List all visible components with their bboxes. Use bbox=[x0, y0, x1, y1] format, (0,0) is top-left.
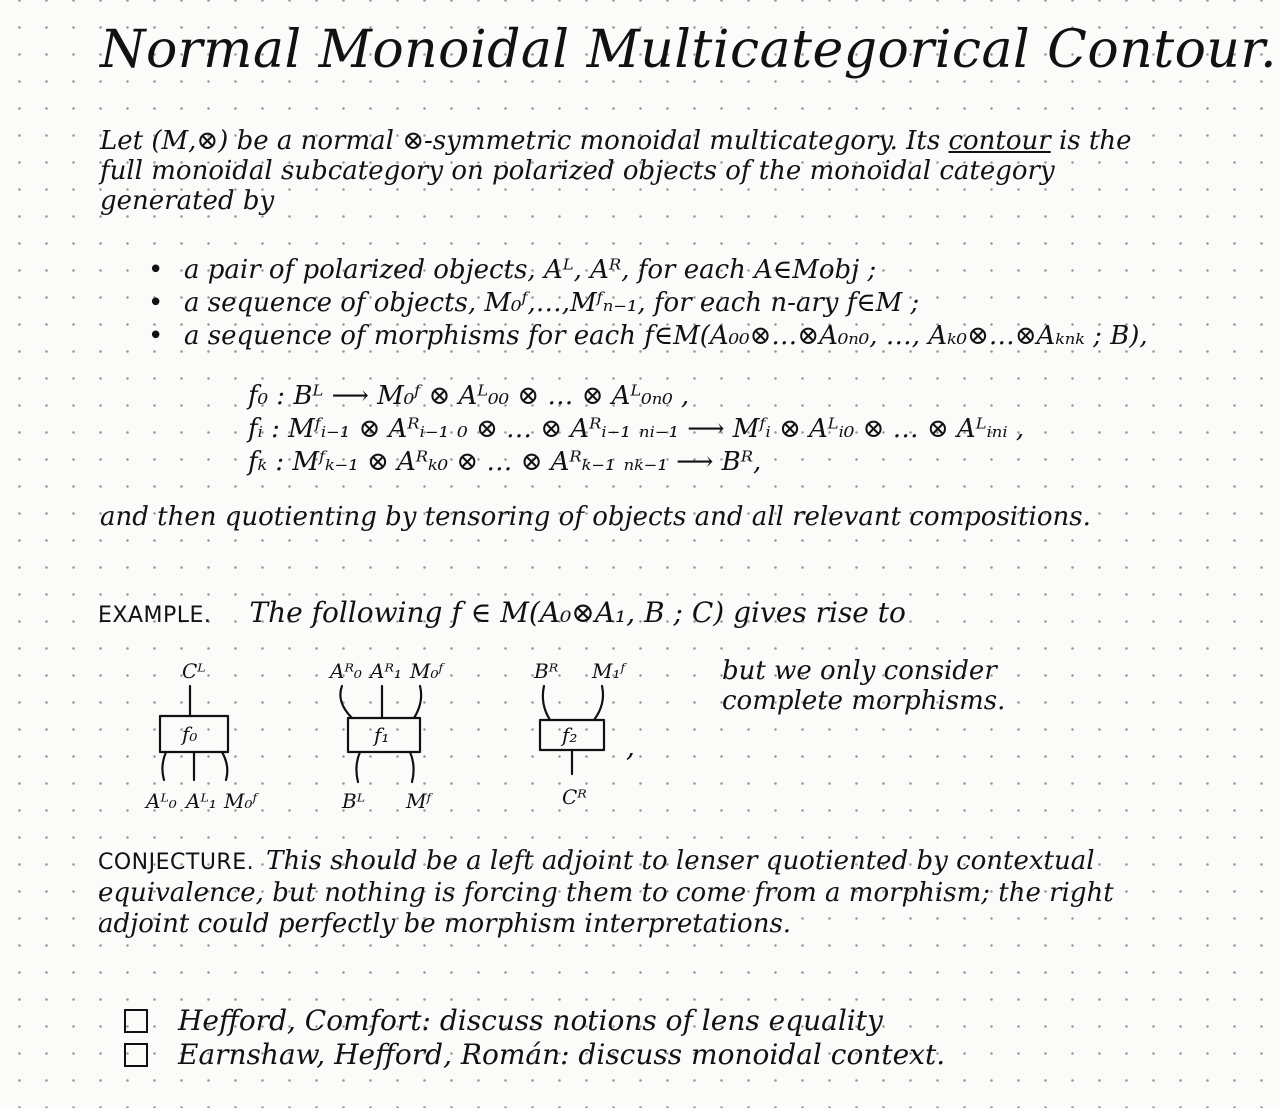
morphism-fi: fᵢ : Mᶠᵢ₋₁ ⊗ Aᴿᵢ₋₁ ₀ ⊗ … ⊗ Aᴿᵢ₋₁ ₙᵢ₋₁ ⟶ Mᶠᵢ ⊗ Aᴸᵢ₀ ⊗ … ⊗ Aᴸᵢₙᵢ , bbox=[248, 414, 1025, 444]
diagram-trailing-comma: , bbox=[626, 730, 635, 763]
wire-label: Cᴿ bbox=[562, 785, 587, 809]
generator-item: • a sequence of objects, M₀ᶠ,…,Mᶠₙ₋₁, for each n-ary f∈M ; bbox=[148, 287, 1148, 320]
closing-sentence: and then quotienting by tensoring of objects and all relevant compositions. bbox=[100, 502, 1091, 532]
intro-text-before: Let (M,⊗) be a normal ⊗-symmetric monoidal multicategory. Its bbox=[100, 126, 949, 156]
wire-label: Cᴸ bbox=[182, 659, 206, 683]
box-label: f₁ bbox=[374, 723, 390, 747]
conjecture-paragraph bbox=[98, 846, 1188, 940]
checkbox-icon[interactable] bbox=[124, 1043, 148, 1067]
example-label: EXAMPLE. bbox=[98, 603, 212, 628]
wire bbox=[410, 752, 414, 782]
todo-text: Hefford, Comfort: discuss notions of lens equality bbox=[178, 1004, 883, 1037]
example-note bbox=[722, 656, 1005, 716]
intro-text-after: is the full monoidal subcategory on polarized objects of the monoidal category generated by bbox=[100, 126, 1132, 216]
wire bbox=[340, 686, 352, 718]
diagram-box-f0 bbox=[144, 659, 259, 813]
todo-item bbox=[124, 1038, 945, 1072]
wire bbox=[222, 752, 227, 780]
wire bbox=[356, 752, 360, 782]
todo-item bbox=[124, 1004, 945, 1038]
generator-item: • a sequence of morphisms for each f∈M(A₀₀⊗…⊗A₀ₙ₀, …, Aₖ₀⊗…⊗Aₖₙₖ ; B), bbox=[148, 320, 1148, 353]
diagram-box-f2 bbox=[533, 659, 627, 809]
conjecture-label: CONJECTURE. bbox=[98, 850, 255, 875]
wire bbox=[594, 686, 603, 720]
wire-label: Bᴿ bbox=[534, 659, 559, 683]
generator-item: • a pair of polarized objects, Aᴸ, Aᴿ, for each A∈Mobj ; bbox=[148, 254, 1148, 287]
diagram-box-f1 bbox=[328, 659, 445, 813]
wire-label: M₁ᶠ bbox=[592, 659, 626, 683]
wire bbox=[543, 686, 550, 720]
box-label: f₂ bbox=[562, 723, 578, 747]
checkbox-icon[interactable] bbox=[124, 1009, 148, 1033]
string-diagram bbox=[130, 648, 630, 818]
wire bbox=[414, 686, 421, 718]
wire-label: Aᴿ₁ bbox=[370, 659, 402, 683]
wire bbox=[162, 752, 166, 780]
wire-label: M₀ᶠ bbox=[224, 789, 258, 813]
todo-list bbox=[124, 1004, 945, 1072]
wire-label: Aᴸ₁ bbox=[186, 789, 217, 813]
wire-label: Bᴸ bbox=[342, 789, 366, 813]
wire-label: Mᶠ bbox=[406, 789, 432, 813]
intro-paragraph bbox=[100, 126, 1180, 216]
wire-label: Aᴿ₀ bbox=[330, 659, 362, 683]
page-title: Normal Monoidal Multicategorical Contour. bbox=[100, 20, 1278, 80]
box-label: f₀ bbox=[182, 722, 198, 746]
morphism-f0: f₀ : Bᴸ ⟶ M₀ᶠ ⊗ Aᴸ₀₀ ⊗ … ⊗ Aᴸ₀ₙ₀ , bbox=[248, 381, 690, 411]
example-heading bbox=[98, 596, 906, 629]
note-line: but we only consider bbox=[722, 656, 997, 686]
conjecture-text: This should be a left adjoint to lenser quotiented by contextual equivalence, but nothing is forcing them to come from a morphism; the right adjoint could perfectly be morphism interpretations. bbox=[98, 846, 1114, 939]
morphism-list bbox=[248, 380, 1024, 479]
todo-text: Earnshaw, Hefford, Román: discuss monoidal context. bbox=[178, 1038, 946, 1071]
example-text: The following f ∈ M(A₀⊗A₁, B ; C) gives rise to bbox=[249, 596, 906, 629]
morphism-fk: fₖ : Mᶠₖ₋₁ ⊗ Aᴿₖ₀ ⊗ … ⊗ Aᴿₖ₋₁ ₙₖ₋₁ ⟶ Bᴿ, bbox=[248, 447, 762, 477]
wire-label: M₀ᶠ bbox=[410, 659, 444, 683]
wire-label: Aᴸ₀ bbox=[146, 789, 177, 813]
contour-term: contour bbox=[948, 126, 1051, 156]
note-line: complete morphisms. bbox=[722, 686, 1006, 716]
generator-list bbox=[148, 254, 1148, 353]
